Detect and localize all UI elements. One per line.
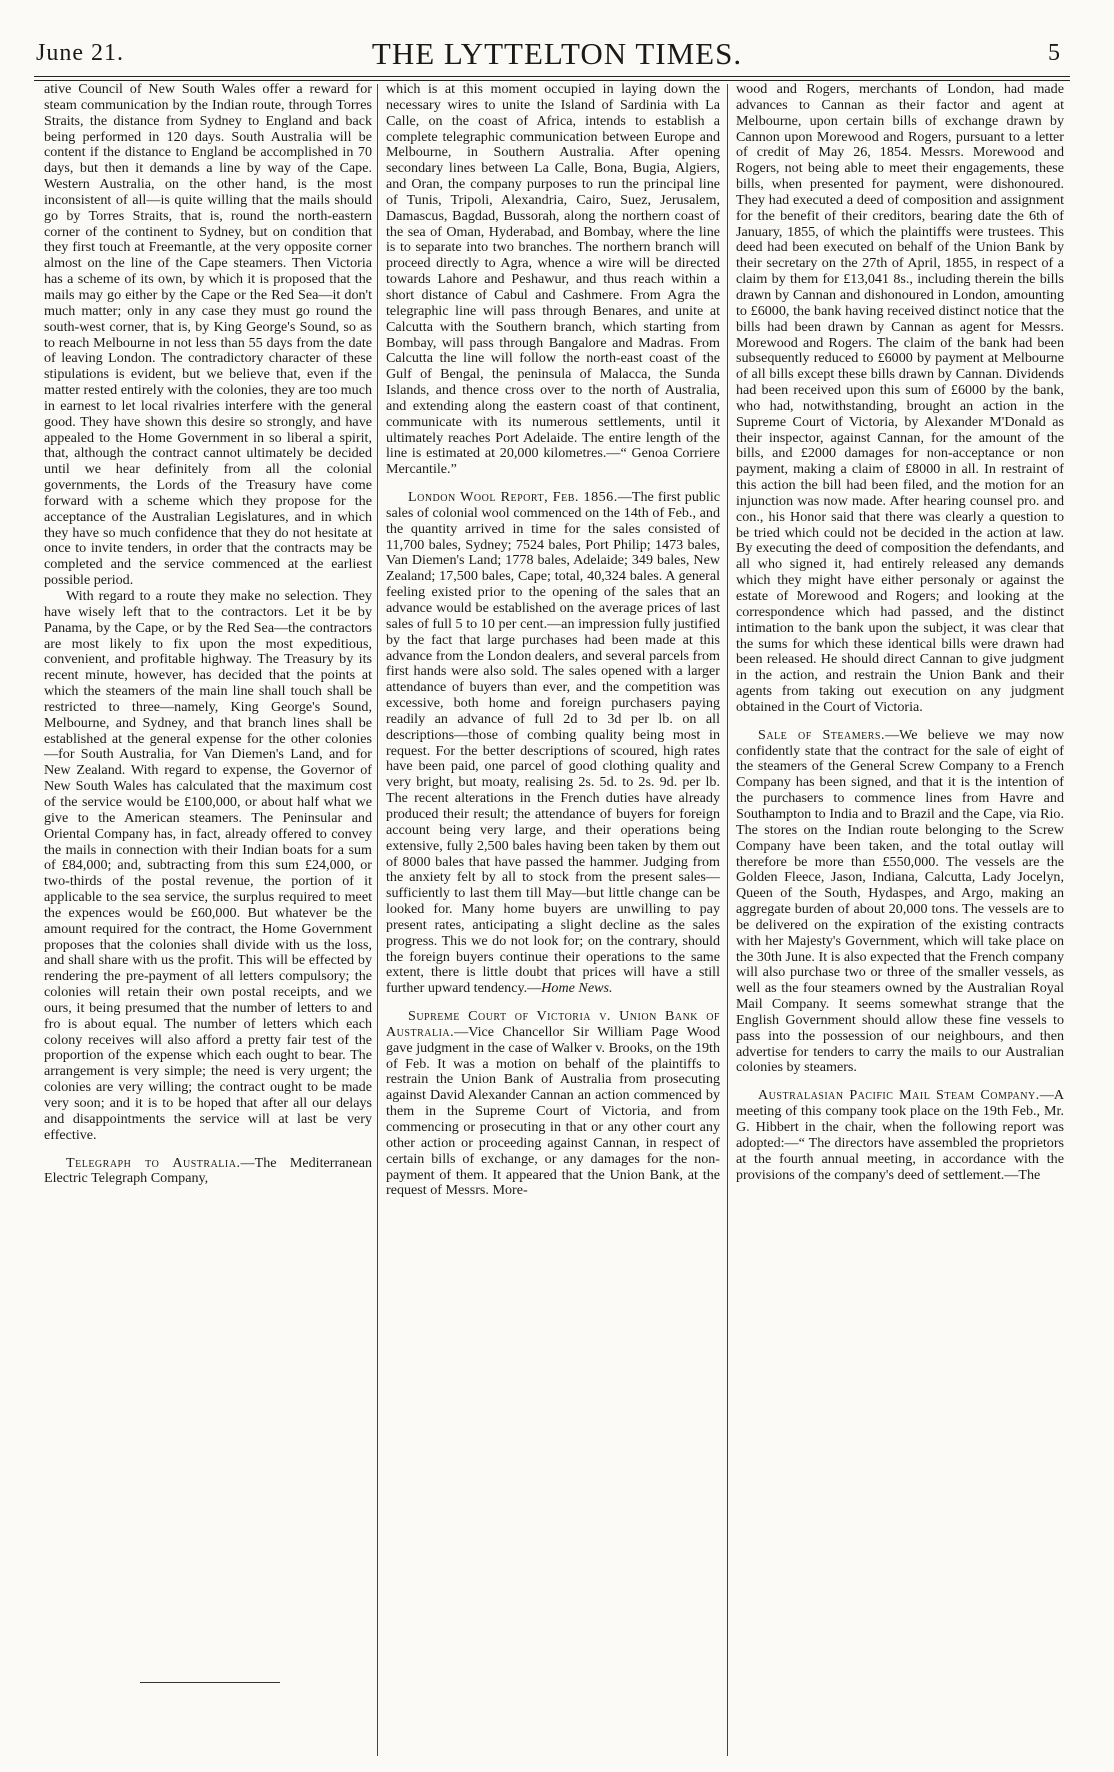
header-rule — [34, 76, 1070, 77]
column-divider-1 — [377, 84, 378, 1756]
section-heading: Telegraph to Australia. — [66, 1154, 241, 1171]
article-text: —Vice Chancellor Sir William Page Wood gave judgment in the case of Walker v. Brooks, on the 19th of Feb. It was a motion on behalf of the plaintiffs to restrain the Union Bank of Australia from prosecuting against David Alexander Cannan an action commenced by them in the Supreme Court of Victoria, and from commencing or prosecuting in that or any other court any other action or proceeding against Cannan, in respect of certain bills of exchange, or any damages for the non-payment of them. It appeared that the Union Bank, at the request of Messrs. More- — [386, 1023, 720, 1199]
header-rule-secondary — [34, 80, 1070, 81]
supreme-court-article — [386, 1009, 720, 1199]
mail-steam-company-article — [736, 1088, 1064, 1183]
column-3 — [736, 82, 1064, 1762]
section-heading: London Wool Report, Feb. 1856. — [408, 489, 618, 506]
article-text: —A meeting of this company took place on the 19th Feb., Mr. G. Hibbert in the chair, when the following report was adopted:—“ The directors have assembled the proprietors at the fourth annual meeting, in accordance with the provisions of the company's deed of settlement.—The — [736, 1087, 1064, 1183]
newspaper-title: THE LYTTELTON TIMES. — [371, 36, 743, 71]
section-heading: Supreme Court of Victoria v. Union Bank of Australia. — [386, 1008, 720, 1040]
telegraph-article — [44, 1156, 372, 1188]
article-text: —The first public sales of colonial wool commenced on the 14th of Feb., and the quantity arrived in time for the sales consisted of 11,700 bales, Sydney; 7524 bales, Port Philip; 1473 bales, Van Diemen's Land; 1778 bales, Adelaide; 349 bales, New Zealand; 17,500 bales, Cape; total, 40,324 bales. A general feeling existed prior to the opening of the sales that an advance would be established on the average prices of last sales of full 5 to 10 per cent.—an impression fully justified by the fact that large purchases had been made at this advance from the London dealers, and several parcels from first hands were also sold. The sales opened with a larger attendance of buyers than ever, and the competition was excessive, both home and foreign purchasers paying readily an advance of full 2d to 3d per lb. on all descriptions—those of combing quality being most in request. For the better descriptions of scoured, high rates have been paid, one parcel of good clothing quality and very bright, but moaty, realising 2s. 5d. to 2s. 9d. per lb. The recent alterations in the French duties have already produced their result; the attendance of buyers for foreign account being very large, and their operations being extensive, fully 2,500 bales having been taken by them out of 8000 bales that have passed the hammer. Judging from the anxiety felt by all to stock from the present sales—sufficiently to last them till May—but little change can be looked for. Many home buyers are unwilling to pay present rates, anticipating a slight decline as the sales progress. This we do not look for; on the contrary, should the foreign buyers continue their operations to the same extent, there is little doubt that prices will have a still further upward tendency.— — [386, 489, 720, 997]
article-paragraph: which is at this moment occupied in laying down the necessary wires to unite the Island of Sardinia with La Calle, on the coast of Africa, intends to establish a complete telegraphic communication between Europe and Melbourne, in Southern Australia. After opening secondary lines between La Calle, Bona, Bugia, Algiers, and Oran, the company purposes to run the principal line of Tunis, Tripoli, Alexandria, Cairo, Suez, Jerusalem, Damascus, Bagdad, Bussorah, along the northern coast of the sea of Oman, Hyderabad, and Bombay, where the line is to separate into two branches. The northern branch will proceed directly to Agra, whence a wire will be directed towards Lahore and Peshawur, and thus reach within a short distance of Cabul and Cashmere. From Agra the telegraphic line will pass through Benares, and unite at Calcutta with the Southern branch, which starting from Bombay, will pass through Bangalore and Madras. From Calcutta the line will follow the north-east coast of the Gulf of Bengal, the peninsula of Malacca, the Sunda Islands, and thence cross over to the north of Australia, and extending along the eastern coast of that continent, communicate with its numerous settlements, until it ultimately reaches Port Adelaide. The entire length of the line is estimated at 20,000 kilometres.—“ Genoa Corriere Mercantile.” — [386, 82, 720, 478]
section-heading: Australasian Pacific Mail Steam Company. — [758, 1087, 1040, 1104]
wool-report-article — [386, 490, 720, 997]
article-paragraph: ative Council of New South Wales offer a reward for steam communication by the Indian route, through Torres Straits, the distance from Sydney to England and back being performed in 120 days. South Australia will be content if the distance to England be accomplished in 70 days, but then it demands a line by way of the Cape. Western Australia, on the other hand, is the most inconsistent of all—is quite willing that the mails should go by Torres Straits, that is, round the north-eastern corner of the continent to Sydney, but on condition that they first touch at Freemantle, at the very opposite corner almost on the line of the Cape steamers. Then Victoria has a scheme of its own, by which it is proposed that the mails may go either by the Cape or the Red Sea—it don't much matter; only in any case they must go round the south-west corner, that is, by King George's Sound, so as to reach Melbourne in not less than 55 days from the date of leaving London. The contradictory character of these stipulations is evident, but we believe that, even if the matter rested entirely with the colonies, they are too much in earnest to let local rivalries interfere with the general good. They have shown this desire so strongly, and have appealed to the Home Government in so liberal a spirit, that, although the contract cannot ultimately be decided until we hear definitely from all the colonial governments, the Lords of the Treasury have come forward with a scheme which they propose for the acceptance of the Australian Legislatures, and in which they have so much confidence that they do not hesitate at once to invite tenders, in order that the contracts may be completed and the service commenced at the earliest possible period. — [44, 82, 372, 589]
source-citation: Home News. — [541, 980, 613, 997]
article-text: —The Mediterranean Electric Telegraph Company, — [44, 1154, 372, 1187]
page-header — [0, 0, 1114, 78]
article-paragraph: With regard to a route they make no selection. They have wisely left that to the contractors. Let it be by Panama, by the Cape, or by the Red Sea—the contractors are most likely to fix upon the most expeditious, convenient, and profitable highway. The Treasury by its recent minute, however, has decided that the points at which the steamers of the main line shall touch shall be restricted to three—namely, King George's Sound, Melbourne, and Sydney, and that branch lines shall be established at the general expense for the other colonies—for South Australia, for Van Diemen's Land, and for New Zealand. With regard to expense, the Governor of New South Wales has calculated that the maximum cost of the service would be £100,000, or about half what we give to the American steamers. The Peninsular and Oriental Company has, in fact, already offered to convey the mails in connection with their Indian boats for a sum of £84,000; and, subtracting from this sum £24,000, or two-thirds of the postal revenue, the portion of it applicable to the sea service, the surplus required to meet the expences would be £60,000. But whatever be the amount required for the contract, the Home Government proposes that the colonies shall divide with us the loss, and shall share with us the profit. This will be effected by rendering the pre-payment of all letters compulsory; the colonies will retain their own postal receipts, and we ours, it being presumed that the number of letters to and fro is about equal. The number of letters which each colony receives will also afford a pretty fair test of the proportion of the expense which each ought to bear. The arrangement is very simple; the need is very urgent; the colonies are very willing; the contract ought to be made very soon; and it is to be hoped that after all our delays and disappointments the service will at last be very effective. — [44, 588, 372, 1143]
sale-of-steamers-article — [736, 728, 1064, 1077]
column-divider-2 — [727, 84, 728, 1756]
section-heading: Sale of Steamers. — [758, 726, 885, 743]
section-separator — [140, 1682, 280, 1683]
column-1 — [44, 82, 372, 1762]
page-number: 5 — [1048, 40, 1060, 66]
issue-date: June 21. — [36, 40, 124, 66]
column-2 — [386, 82, 720, 1762]
article-text: —We believe we may now confidently state that the contract for the sale of eight of the steamers of the General Screw Company to a French Company has been signed, and that it is the intention of the purchasers to commence lines from Havre and Southampton to India and to Brazil and the Cape, via Rio. The stores on the Indian route belonging to the Screw Company have been taken, and the total outlay will therefore be more than £550,000. The vessels are the Golden Fleece, Jason, Indiana, Calcutta, Lady Jocelyn, Queen of the South, Hydaspes, and Argo, making an aggregate burden of about 20,000 tons. The vessels are to be delivered on the expiration of the existing contracts with her Majesty's Government, which will take place on the 30th June. It is also expected that the French company will also purchase two or three of the smaller vessels, as well as the four steamers owned by the Australian Royal Mail Company. It seems somewhat strange that the English Government should allow these fine vessels to pass into the possession of our neighbours, and then advertise for tenders to carry the mails to our Australian colonies by steamers. — [736, 726, 1064, 1076]
article-paragraph: wood and Rogers, merchants of London, had made advances to Cannan as their factor and agent at Melbourne, upon certain bills of exchange drawn by Cannon upon Morewood and Rogers, pursuant to a letter of credit of May 26, 1854. Messrs. Morewood and Rogers, not being able to meet their engagements, these bills, when presented for payment, were dishonoured. They had executed a deed of composition and assignment for the benefit of their creditors, bearing date the 6th of January, 1855, of which the plaintiffs were trustees. This deed had been executed on behalf of the Union Bank by their secretary on the 27th of April, 1855, in respect of a claim by them for £13,041 8s., including therein the bills drawn by Cannan and dishonoured in London, amounting to £6000, the bank having received distinct notice that the bills had been drawn by Cannan as agent for Messrs. Morewood and Rogers. The claim of the bank had been subsequently reduced to £6000 by payment at Melbourne of all bills except these bills drawn by Cannan. Dividends had been received upon this sum of £6000 by the bank, who had, notwithstanding, brought an action in the Supreme Court of Victoria, by Alexander M'Donald as their inspector, against Cannan, for the amount of the bills, and £2000 damages for non-acceptance or non payment, making a claim of £8000 in all. In restraint of this action the bill had been filed, and the motion for an injunction was now made. After hearing counsel pro. and con., his Honor said that there was clearly a question to be tried which could not be decided in the action at law. By executing the deed of composition the defendants, and all who signed it, had entirely released any demands which they might have either personaly or against the estate of Morewood and Rogers; and looking at the correspondence which had passed, and the distinct intimation to the bank upon the subject, it was clear that the sums for which these identical bills were drawn had been released. He should direct Cannan to give judgment in the action, and restrain the Union Bank and their agents from taking out execution on any judgment obtained in the Court of Victoria. — [736, 82, 1064, 715]
